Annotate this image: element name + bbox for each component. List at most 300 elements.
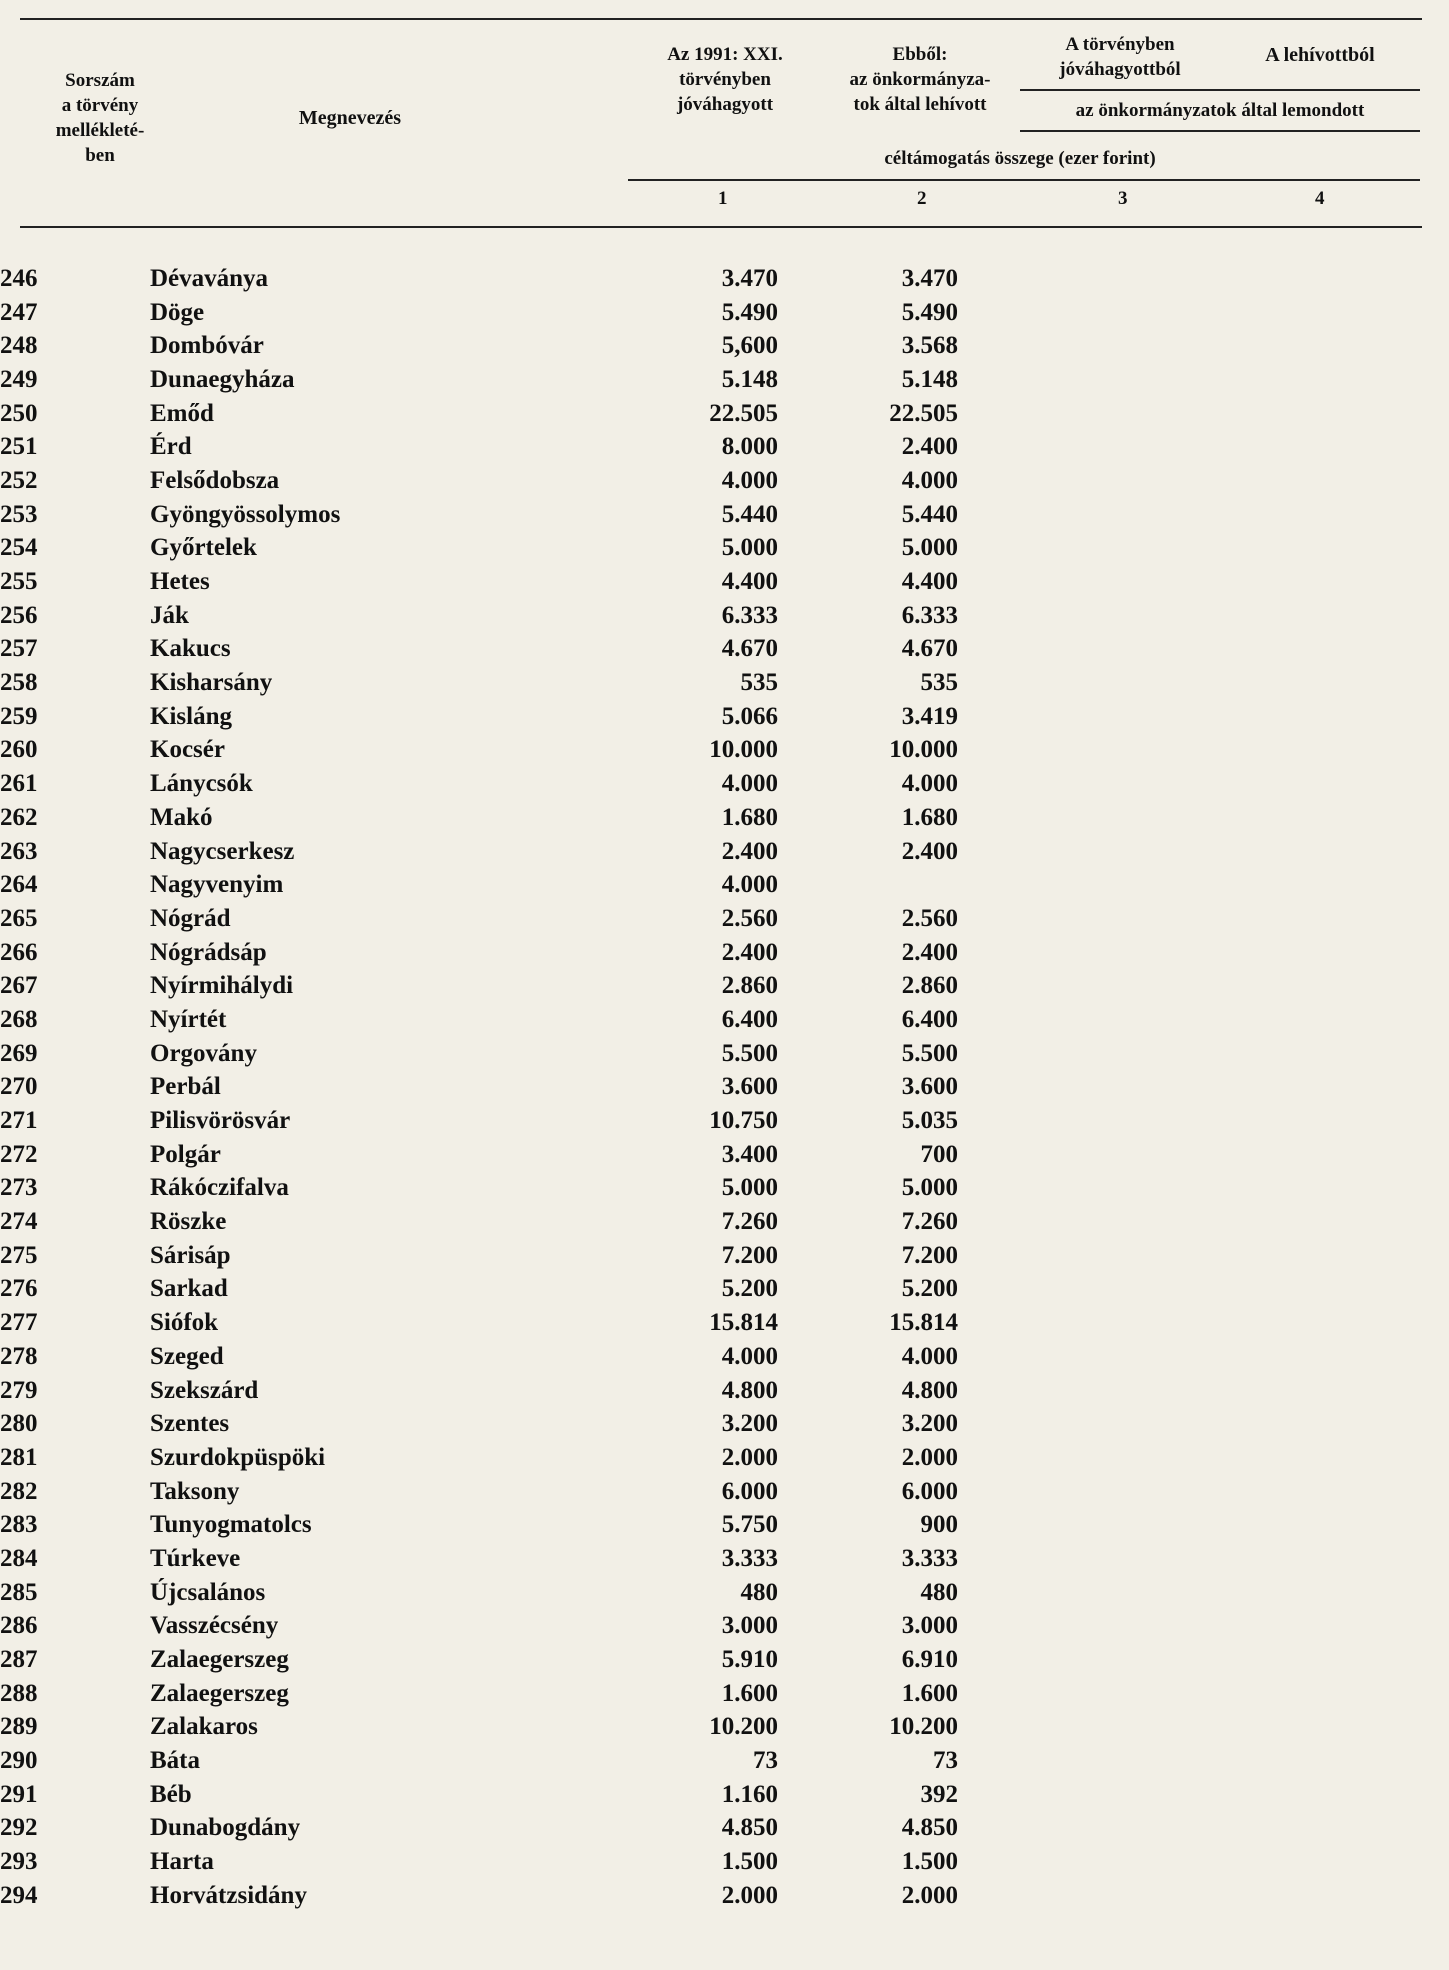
row-lehivott: 1.500 [901,1848,958,1876]
row-jovahagyott: 6.000 [721,1477,778,1505]
row-lehivott: 73 [933,1747,958,1775]
spacer-cell [778,1037,856,1071]
row-name: Makó [150,803,213,831]
row-name: Felsődobsza [150,466,280,494]
table-row [0,1441,958,1475]
row-jovahagyott: 4.800 [721,1376,778,1404]
spacer-cell [778,734,856,768]
row-number: 246 [0,264,38,292]
row-name: Polgár [150,1140,221,1168]
row-lehivott: 392 [920,1780,958,1808]
table-row [0,296,958,330]
spacer-cell [778,464,856,498]
spacer-cell [778,599,856,633]
row-lehivott: 22.505 [889,399,958,427]
row-jovahagyott: 4.000 [721,466,778,494]
row-number: 278 [0,1342,38,1370]
spacer-cell [778,1711,856,1745]
table-row [0,1677,958,1711]
row-number: 257 [0,635,38,663]
table-row [0,1205,958,1239]
row-number: 258 [0,669,38,697]
row-jovahagyott: 22.505 [709,399,778,427]
header-sorszam: Sorszám a törvény mellékleté- ben [55,70,145,166]
table-row [0,397,958,431]
spacer-cell [778,1508,856,1542]
row-name: Ják [150,601,189,629]
spacer-cell [778,1812,856,1846]
row-lehivott: 10.200 [889,1713,958,1741]
row-name: Újcsalános [150,1578,266,1606]
spacer-cell [778,1441,856,1475]
row-jovahagyott: 2.560 [721,904,778,932]
spacer-cell [778,1374,856,1408]
row-number: 277 [0,1309,38,1337]
row-jovahagyott: 3.200 [721,1410,778,1438]
spacer-cell [778,329,856,363]
row-name: Túrkeve [150,1544,241,1572]
table-row [0,969,958,1003]
row-jovahagyott: 3.400 [721,1140,778,1168]
row-jovahagyott: 5.910 [721,1646,778,1674]
row-number: 294 [0,1881,38,1909]
spacer-cell [778,1845,856,1879]
row-lehivott: 10.000 [889,736,958,764]
row-lehivott: 2.000 [901,1443,958,1471]
row-lehivott: 3.333 [901,1544,958,1572]
row-name: Kocsér [150,736,225,764]
row-number: 255 [0,568,38,596]
table-row [0,1071,958,1105]
table-row [0,498,958,532]
row-number: 264 [0,871,38,899]
row-jovahagyott: 7.260 [721,1208,778,1236]
lemondott-rule [1020,89,1420,91]
table-row [0,936,958,970]
row-name: Rákóczifalva [150,1174,289,1202]
header-celtamogatas: céltámogatás összege (ezer forint) [884,148,1156,169]
table-row [0,1879,958,1913]
table-row [0,1306,958,1340]
header-col3: A törvényben jóváhagyottból [1059,34,1181,80]
row-name: Nyírmihálydi [150,972,294,1000]
table-row [0,1610,958,1644]
header-megnevezes: Megnevezés [298,107,402,129]
spacer-cell [778,1744,856,1778]
row-number: 271 [0,1107,38,1135]
row-number: 284 [0,1544,38,1572]
row-name: Szentes [150,1410,230,1438]
spacer-cell [778,1879,856,1913]
row-name: Gyöngyössolymos [150,500,341,528]
row-lehivott: 6.910 [901,1646,958,1674]
row-jovahagyott: 3.600 [721,1073,778,1101]
celtamogatas-rule [628,179,1420,181]
lemondott-bottom-rule [1020,130,1420,132]
row-jovahagyott: 2.000 [721,1881,778,1909]
table-row [0,1407,958,1441]
row-lehivott: 5.490 [901,298,958,326]
spacer-cell [778,633,856,667]
row-lehivott: 3.000 [901,1612,958,1640]
row-jovahagyott: 10.000 [709,736,778,764]
row-lehivott: 700 [920,1140,958,1168]
row-number: 283 [0,1511,38,1539]
table-row [0,1711,958,1745]
row-name: Dombóvár [150,332,264,360]
row-lehivott: 3.200 [901,1410,958,1438]
row-number: 270 [0,1073,38,1101]
row-number: 286 [0,1612,38,1640]
row-jovahagyott: 5.200 [721,1275,778,1303]
row-name: Báta [150,1747,200,1775]
spacer-cell [778,969,856,1003]
row-jovahagyott: 4.670 [721,635,778,663]
row-jovahagyott: 5.500 [721,1039,778,1067]
row-lehivott: 1.600 [901,1679,958,1707]
table-row [0,430,958,464]
row-name: Horvátzsidány [150,1881,307,1909]
row-jovahagyott: 1.500 [721,1848,778,1876]
row-lehivott: 7.260 [901,1208,958,1236]
table-row [0,1845,958,1879]
row-number: 288 [0,1679,38,1707]
table-row [0,262,958,296]
row-jovahagyott: 10.750 [709,1107,778,1135]
row-jovahagyott: 3.333 [721,1544,778,1572]
spacer-cell [778,902,856,936]
row-lehivott: 5.440 [901,500,958,528]
spacer-cell [778,1104,856,1138]
table-row [0,532,958,566]
spacer-cell [778,1407,856,1441]
row-name: Tunyogmatolcs [150,1511,312,1539]
row-name: Perbál [150,1073,221,1101]
row-jovahagyott: 5.148 [721,365,778,393]
spacer-cell [778,1205,856,1239]
row-name: Döge [150,298,205,326]
row-name: Vasszécsény [150,1612,279,1640]
col-number-1: 1 [718,188,728,209]
spacer-cell [778,700,856,734]
row-number: 282 [0,1477,38,1505]
row-lehivott: 3.470 [901,264,958,292]
row-name: Orgovány [150,1039,257,1067]
row-name: Emőd [150,399,214,427]
row-lehivott: 1.680 [901,803,958,831]
spacer-cell [778,1677,856,1711]
row-jovahagyott: 5.440 [721,500,778,528]
row-jovahagyott: 5,600 [721,332,778,360]
row-number: 267 [0,972,38,1000]
row-jovahagyott: 535 [740,669,778,697]
table-row [0,1576,958,1610]
row-lehivott: 5.500 [901,1039,958,1067]
row-number: 293 [0,1848,38,1876]
table-row [0,1374,958,1408]
row-jovahagyott: 4.000 [721,770,778,798]
row-lehivott: 4.000 [901,1342,958,1370]
row-jovahagyott: 1.160 [721,1780,778,1808]
row-name: Sárisáp [150,1241,231,1269]
table-row [0,1104,958,1138]
row-lehivott: 2.400 [901,938,958,966]
row-number: 249 [0,365,38,393]
row-number: 250 [0,399,38,427]
row-jovahagyott: 73 [753,1747,778,1775]
table-row [0,1273,958,1307]
row-number: 274 [0,1208,38,1236]
row-number: 280 [0,1410,38,1438]
row-jovahagyott: 8.000 [721,433,778,461]
row-lehivott: 7.200 [901,1241,958,1269]
spacer-cell [778,835,856,869]
row-name: Nógrádsáp [150,938,267,966]
row-number: 287 [0,1646,38,1674]
row-jovahagyott: 5.066 [721,702,778,730]
spacer-cell [778,363,856,397]
table-row [0,599,958,633]
row-lehivott: 5.035 [901,1107,958,1135]
row-lehivott: 2.000 [901,1881,958,1909]
row-name: Nagyvenyim [150,871,284,899]
row-name: Béb [150,1780,192,1808]
row-number: 256 [0,601,38,629]
row-number: 289 [0,1713,38,1741]
table-row [0,1508,958,1542]
col-number-2: 2 [917,188,927,209]
spacer-cell [778,565,856,599]
row-number: 253 [0,500,38,528]
row-lehivott: 4.850 [901,1814,958,1842]
row-name: Hetes [150,568,210,596]
row-number: 248 [0,332,38,360]
spacer-cell [778,296,856,330]
row-lehivott: 5.000 [901,534,958,562]
row-jovahagyott: 1.600 [721,1679,778,1707]
spacer-cell [778,430,856,464]
row-number: 266 [0,938,38,966]
row-lehivott: 4.400 [901,568,958,596]
row-jovahagyott: 480 [740,1578,778,1606]
row-jovahagyott: 4.850 [721,1814,778,1842]
row-number: 252 [0,466,38,494]
row-number: 290 [0,1747,38,1775]
row-name: Zalaegerszeg [150,1679,289,1707]
table-row [0,1475,958,1509]
spacer-cell [778,498,856,532]
row-name: Sarkad [150,1275,228,1303]
row-name: Röszke [150,1208,227,1236]
spacer-cell [778,936,856,970]
col-number-3: 3 [1118,188,1128,209]
row-name: Zalaegerszeg [150,1646,289,1674]
table-row [0,1239,958,1273]
row-number: 268 [0,1005,38,1033]
row-name: Nyírtét [150,1005,227,1033]
spacer-cell [778,1273,856,1307]
row-lehivott: 5.200 [901,1275,958,1303]
row-lehivott: 900 [920,1511,958,1539]
row-number: 247 [0,298,38,326]
row-name: Győrtelek [150,534,257,562]
table-row [0,835,958,869]
row-number: 259 [0,702,38,730]
table-row [0,1003,958,1037]
table-row [0,329,958,363]
data-table-body [0,262,958,1913]
row-number: 292 [0,1814,38,1842]
table-row [0,1138,958,1172]
row-lehivott: 3.600 [901,1073,958,1101]
row-lehivott: 3.419 [901,702,958,730]
row-jovahagyott: 4.000 [721,1342,778,1370]
row-number: 285 [0,1578,38,1606]
table-row [0,868,958,902]
header-col4: A lehívottból [1265,44,1375,66]
table-row [0,801,958,835]
row-lehivott: 4.000 [901,770,958,798]
table-row [0,1643,958,1677]
row-number: 263 [0,837,38,865]
row-name: Nagycserkesz [150,837,295,865]
row-lehivott: 6.400 [901,1005,958,1033]
spacer-cell [778,1306,856,1340]
row-name: Nógrád [150,904,231,932]
row-lehivott: 5.000 [901,1174,958,1202]
row-jovahagyott: 6.333 [721,601,778,629]
row-lehivott: 2.400 [901,433,958,461]
row-name: Szekszárd [150,1376,259,1404]
row-number: 260 [0,736,38,764]
row-lehivott: 4.670 [901,635,958,663]
row-number: 269 [0,1039,38,1067]
table-row [0,464,958,498]
row-lehivott: 4.000 [901,466,958,494]
row-number: 272 [0,1140,38,1168]
spacer-cell [778,1542,856,1576]
row-lehivott: 4.800 [901,1376,958,1404]
header-bottom-rule [20,226,1422,228]
table-row [0,565,958,599]
row-lehivott: 5.148 [901,365,958,393]
row-lehivott: 2.560 [901,904,958,932]
table-row [0,666,958,700]
row-name: Kisharsány [150,669,273,697]
row-lehivott: 6.000 [901,1477,958,1505]
row-jovahagyott: 5.490 [721,298,778,326]
row-jovahagyott: 4.000 [721,871,778,899]
row-name: Harta [150,1848,214,1876]
row-number: 291 [0,1780,38,1808]
spacer-cell [778,1643,856,1677]
data-table [0,262,958,1913]
row-name: Lánycsók [150,770,253,798]
row-lehivott: 2.860 [901,972,958,1000]
row-jovahagyott: 10.200 [709,1713,778,1741]
row-number: 275 [0,1241,38,1269]
table-row [0,1172,958,1206]
spacer-cell [778,397,856,431]
row-number: 281 [0,1443,38,1471]
table-row [0,363,958,397]
table-row [0,700,958,734]
row-jovahagyott: 7.200 [721,1241,778,1269]
row-jovahagyott: 1.680 [721,803,778,831]
row-lehivott: 535 [920,669,958,697]
row-name: Taksony [150,1477,240,1505]
row-jovahagyott: 5.750 [721,1511,778,1539]
row-jovahagyott: 2.000 [721,1443,778,1471]
row-jovahagyott: 2.400 [721,938,778,966]
table-row [0,767,958,801]
row-jovahagyott: 5.000 [721,534,778,562]
header-col2: Ebből: az önkormányza- tok által lehívott [849,44,991,115]
row-number: 273 [0,1174,38,1202]
row-name: Dévaványa [150,264,269,292]
row-number: 261 [0,770,38,798]
row-jovahagyott: 3.000 [721,1612,778,1640]
row-number: 262 [0,803,38,831]
spacer-cell [778,1003,856,1037]
table-row [0,1340,958,1374]
table-row [0,734,958,768]
row-name: Siófok [150,1309,219,1337]
row-number: 276 [0,1275,38,1303]
row-lehivott: 3.568 [901,332,958,360]
row-name: Kisláng [150,702,232,730]
row-jovahagyott: 5.000 [721,1174,778,1202]
spacer-cell [778,1610,856,1644]
table-row [0,633,958,667]
col-number-4: 4 [1315,188,1325,209]
table-row [0,1744,958,1778]
row-name: Pilisvörösvár [150,1107,291,1135]
spacer-cell [778,532,856,566]
row-name: Dunaegyháza [150,365,295,393]
spacer-cell [778,1340,856,1374]
spacer-cell [778,1071,856,1105]
header-col1: Az 1991: XXI. törvényben jóváhagyott [667,44,783,115]
row-number: 279 [0,1376,38,1404]
spacer-cell [778,1138,856,1172]
row-name: Érd [150,433,192,461]
spacer-cell [778,1576,856,1610]
row-jovahagyott: 6.400 [721,1005,778,1033]
spacer-cell [778,666,856,700]
row-jovahagyott: 2.400 [721,837,778,865]
row-name: Szurdokpüspöki [150,1443,326,1471]
top-rule [20,18,1422,20]
row-name: Zalakaros [150,1713,258,1741]
row-lehivott: 6.333 [901,601,958,629]
header-lemondott: az önkormányzatok által lemondott [1075,100,1365,121]
spacer-cell [778,1172,856,1206]
spacer-cell [778,1475,856,1509]
row-jovahagyott: 15.814 [709,1309,778,1337]
table-row [0,1542,958,1576]
row-lehivott: 2.400 [901,837,958,865]
row-jovahagyott: 4.400 [721,568,778,596]
row-name: Dunabogdány [150,1814,301,1842]
row-lehivott: 480 [920,1578,958,1606]
row-number: 254 [0,534,38,562]
row-lehivott: 15.814 [889,1309,958,1337]
row-name: Kakucs [150,635,231,663]
table-row [0,1037,958,1071]
spacer-cell [778,262,856,296]
row-number: 265 [0,904,38,932]
